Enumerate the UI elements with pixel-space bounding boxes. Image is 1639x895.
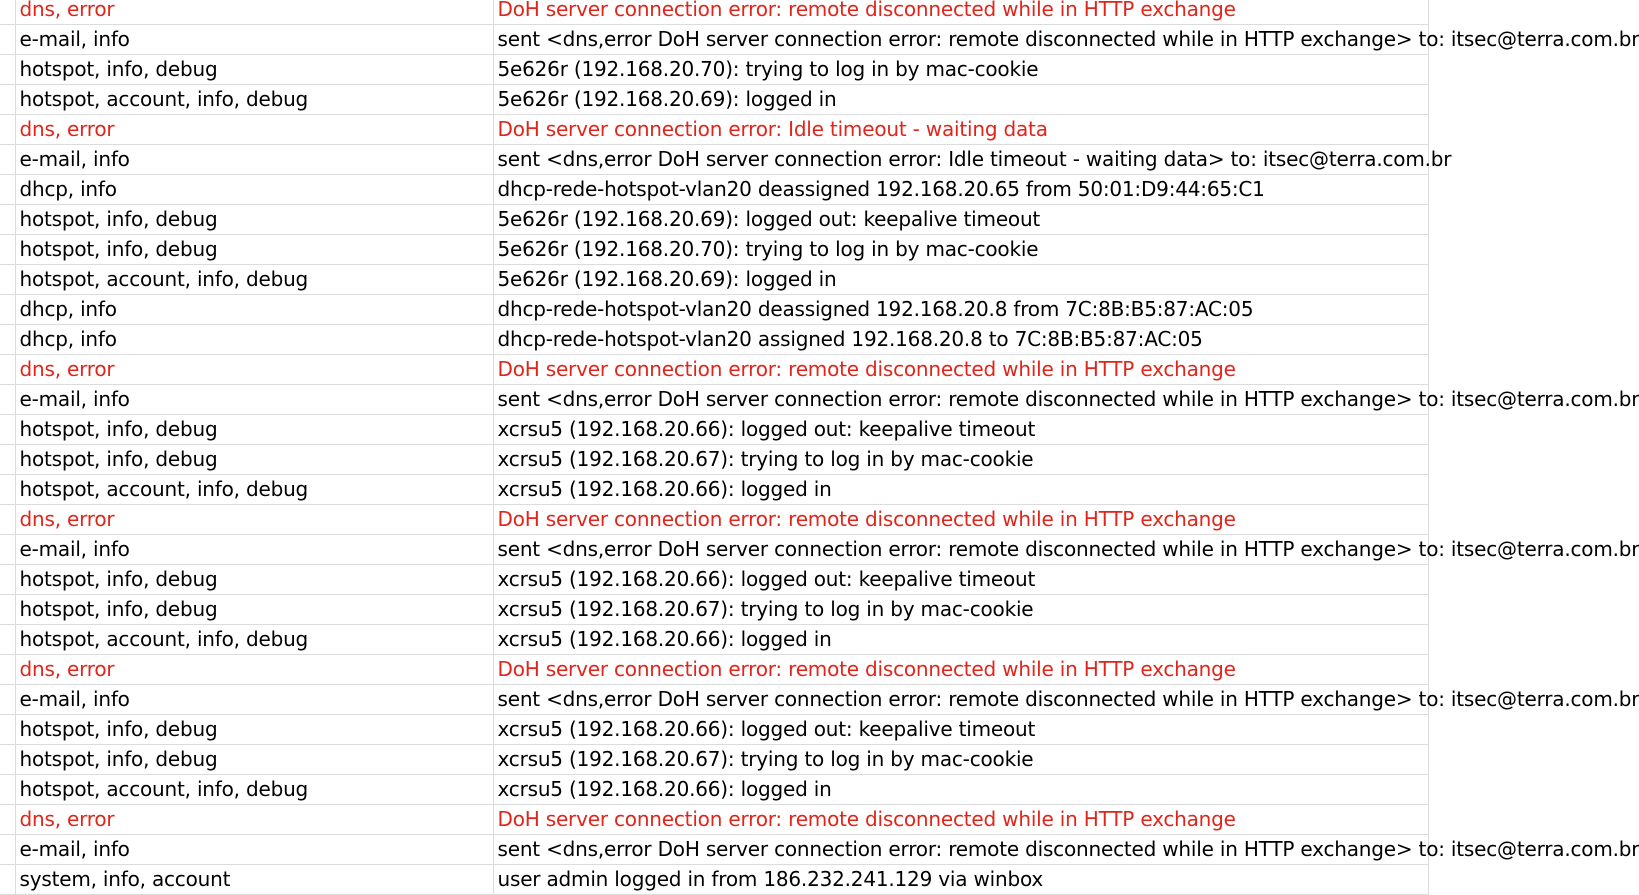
row-gutter	[0, 655, 15, 685]
log-row[interactable]	[0, 505, 1428, 535]
row-gutter	[0, 565, 15, 595]
log-row[interactable]	[0, 775, 1428, 805]
log-row[interactable]	[0, 355, 1428, 385]
message-cell: xcrsu5 (192.168.20.67): trying to log in by mac-cookie	[493, 445, 1428, 475]
row-gutter	[0, 145, 15, 175]
topics-cell: system, info, account	[15, 865, 493, 895]
message-cell: DoH server connection error: remote disconnected while in HTTP exchange	[493, 505, 1428, 535]
topics-cell: hotspot, account, info, debug	[15, 625, 493, 655]
log-row[interactable]	[0, 55, 1428, 85]
topics-cell: dns, error	[15, 0, 493, 25]
log-row[interactable]	[0, 625, 1428, 655]
message-cell: sent <dns,error DoH server connection error: remote disconnected while in HTTP exchange> to: itsec@terra.com.br	[493, 25, 1428, 55]
log-row[interactable]	[0, 415, 1428, 445]
message-cell: DoH server connection error: remote disconnected while in HTTP exchange	[493, 805, 1428, 835]
topics-cell: e-mail, info	[15, 835, 493, 865]
row-gutter	[0, 835, 15, 865]
row-gutter	[0, 445, 15, 475]
log-row[interactable]	[0, 145, 1428, 175]
row-gutter	[0, 385, 15, 415]
topics-cell: e-mail, info	[15, 145, 493, 175]
topics-cell: e-mail, info	[15, 685, 493, 715]
row-gutter	[0, 325, 15, 355]
message-cell: 5e626r (192.168.20.70): trying to log in by mac-cookie	[493, 235, 1428, 265]
row-gutter	[0, 355, 15, 385]
message-cell: sent <dns,error DoH server connection error: Idle timeout - waiting data> to: itsec@terra.com.br	[493, 145, 1428, 175]
message-cell: sent <dns,error DoH server connection error: remote disconnected while in HTTP exchange> to: itsec@terra.com.br	[493, 685, 1428, 715]
log-row[interactable]	[0, 115, 1428, 145]
log-row[interactable]	[0, 475, 1428, 505]
row-gutter	[0, 505, 15, 535]
message-cell: xcrsu5 (192.168.20.66): logged out: keepalive timeout	[493, 715, 1428, 745]
message-cell: dhcp-rede-hotspot-vlan20 assigned 192.168.20.8 to 7C:8B:B5:87:AC:05	[493, 325, 1428, 355]
message-cell: xcrsu5 (192.168.20.66): logged out: keepalive timeout	[493, 565, 1428, 595]
row-gutter	[0, 745, 15, 775]
message-cell: dhcp-rede-hotspot-vlan20 deassigned 192.168.20.65 from 50:01:D9:44:65:C1	[493, 175, 1428, 205]
log-row[interactable]	[0, 655, 1428, 685]
row-gutter	[0, 775, 15, 805]
topics-cell: hotspot, info, debug	[15, 235, 493, 265]
message-cell: sent <dns,error DoH server connection error: remote disconnected while in HTTP exchange> to: itsec@terra.com.br	[493, 535, 1428, 565]
row-gutter	[0, 55, 15, 85]
topics-cell: hotspot, info, debug	[15, 445, 493, 475]
message-cell: DoH server connection error: remote disconnected while in HTTP exchange	[493, 355, 1428, 385]
log-row[interactable]	[0, 385, 1428, 415]
row-gutter	[0, 25, 15, 55]
log-row[interactable]	[0, 25, 1428, 55]
topics-cell: e-mail, info	[15, 385, 493, 415]
message-cell: xcrsu5 (192.168.20.67): trying to log in by mac-cookie	[493, 595, 1428, 625]
log-row[interactable]	[0, 565, 1428, 595]
log-row[interactable]	[0, 325, 1428, 355]
message-cell: dhcp-rede-hotspot-vlan20 deassigned 192.168.20.8 from 7C:8B:B5:87:AC:05	[493, 295, 1428, 325]
row-gutter	[0, 265, 15, 295]
row-gutter	[0, 535, 15, 565]
message-cell: DoH server connection error: remote disconnected while in HTTP exchange	[493, 0, 1428, 25]
row-gutter	[0, 235, 15, 265]
log-row[interactable]	[0, 235, 1428, 265]
topics-cell: hotspot, account, info, debug	[15, 265, 493, 295]
row-gutter	[0, 865, 15, 895]
message-cell: user admin logged in from 186.232.241.129 via winbox	[493, 865, 1428, 895]
row-gutter	[0, 685, 15, 715]
row-gutter	[0, 295, 15, 325]
log-row[interactable]	[0, 175, 1428, 205]
message-cell: xcrsu5 (192.168.20.67): trying to log in by mac-cookie	[493, 745, 1428, 775]
row-gutter	[0, 805, 15, 835]
message-cell: sent <dns,error DoH server connection error: remote disconnected while in HTTP exchange> to: itsec@terra.com.br	[493, 835, 1428, 865]
log-row[interactable]	[0, 865, 1428, 895]
message-cell: xcrsu5 (192.168.20.66): logged in	[493, 625, 1428, 655]
row-gutter	[0, 115, 15, 145]
topics-cell: e-mail, info	[15, 25, 493, 55]
log-row[interactable]	[0, 805, 1428, 835]
topics-cell: hotspot, info, debug	[15, 565, 493, 595]
topics-cell: dhcp, info	[15, 295, 493, 325]
row-gutter	[0, 715, 15, 745]
row-gutter	[0, 475, 15, 505]
topics-cell: hotspot, info, debug	[15, 745, 493, 775]
log-row[interactable]	[0, 295, 1428, 325]
topics-cell: hotspot, info, debug	[15, 715, 493, 745]
topics-cell: hotspot, account, info, debug	[15, 85, 493, 115]
log-row[interactable]	[0, 445, 1428, 475]
message-cell: 5e626r (192.168.20.69): logged in	[493, 85, 1428, 115]
row-gutter	[0, 415, 15, 445]
log-row[interactable]	[0, 205, 1428, 235]
message-cell: 5e626r (192.168.20.70): trying to log in by mac-cookie	[493, 55, 1428, 85]
message-cell: 5e626r (192.168.20.69): logged out: keepalive timeout	[493, 205, 1428, 235]
topics-cell: hotspot, info, debug	[15, 205, 493, 235]
row-gutter	[0, 625, 15, 655]
message-cell: DoH server connection error: remote disconnected while in HTTP exchange	[493, 655, 1428, 685]
topics-cell: dhcp, info	[15, 175, 493, 205]
message-cell: DoH server connection error: Idle timeout - waiting data	[493, 115, 1428, 145]
log-row[interactable]	[0, 685, 1428, 715]
topics-cell: dns, error	[15, 505, 493, 535]
topics-cell: hotspot, account, info, debug	[15, 475, 493, 505]
topics-cell: dns, error	[15, 655, 493, 685]
message-cell: sent <dns,error DoH server connection error: remote disconnected while in HTTP exchange> to: itsec@terra.com.br	[493, 385, 1428, 415]
topics-cell: dns, error	[15, 115, 493, 145]
row-gutter	[0, 85, 15, 115]
log-row[interactable]	[0, 0, 1428, 25]
topics-cell: dns, error	[15, 805, 493, 835]
row-gutter	[0, 205, 15, 235]
log-row[interactable]	[0, 715, 1428, 745]
log-row[interactable]	[0, 265, 1428, 295]
log-row[interactable]	[0, 85, 1428, 115]
message-cell: xcrsu5 (192.168.20.66): logged in	[493, 475, 1428, 505]
topics-cell: dns, error	[15, 355, 493, 385]
row-gutter	[0, 595, 15, 625]
topics-cell: hotspot, account, info, debug	[15, 775, 493, 805]
log-row[interactable]	[0, 535, 1428, 565]
message-cell: 5e626r (192.168.20.69): logged in	[493, 265, 1428, 295]
row-gutter	[0, 175, 15, 205]
log-row[interactable]	[0, 835, 1428, 865]
topics-cell: hotspot, info, debug	[15, 595, 493, 625]
message-cell: xcrsu5 (192.168.20.66): logged in	[493, 775, 1428, 805]
log-row[interactable]	[0, 595, 1428, 625]
topics-cell: hotspot, info, debug	[15, 415, 493, 445]
log-row[interactable]	[0, 745, 1428, 775]
topics-cell: hotspot, info, debug	[15, 55, 493, 85]
topics-cell: dhcp, info	[15, 325, 493, 355]
message-cell: xcrsu5 (192.168.20.66): logged out: keepalive timeout	[493, 415, 1428, 445]
row-gutter	[0, 0, 15, 25]
topics-cell: e-mail, info	[15, 535, 493, 565]
